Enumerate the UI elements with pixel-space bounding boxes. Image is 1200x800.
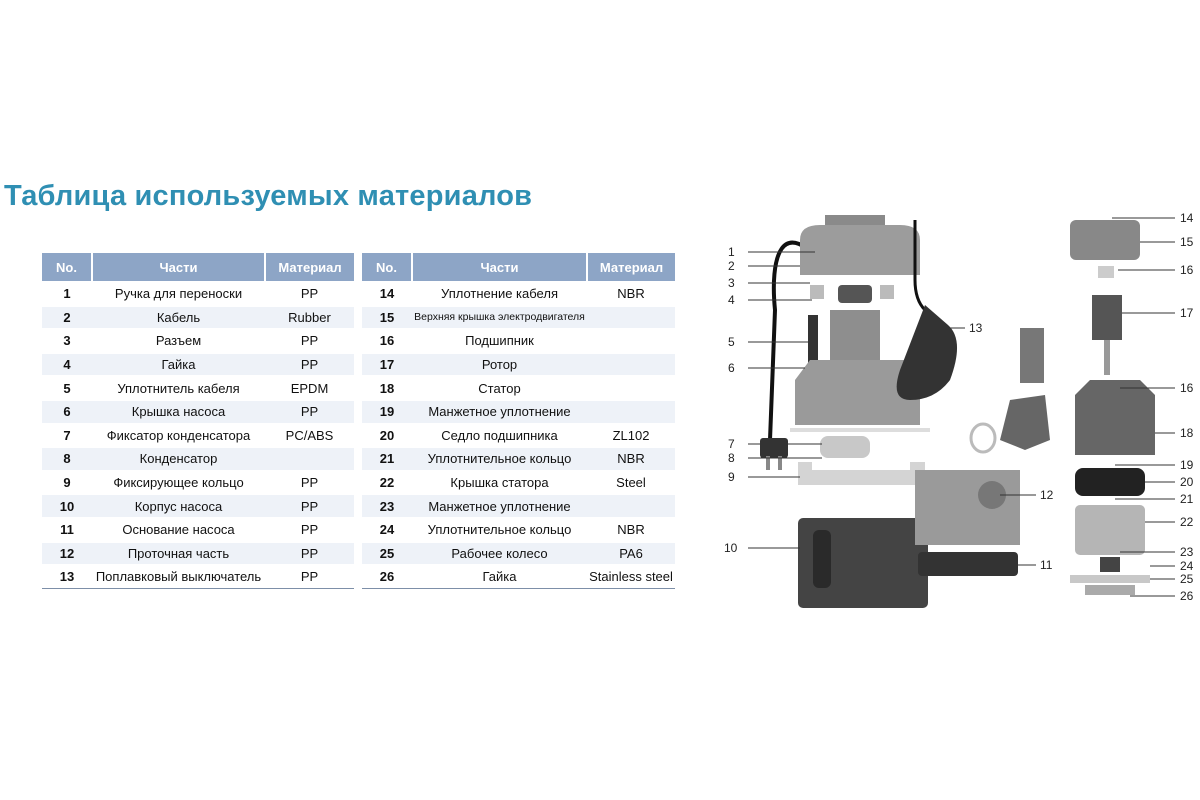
materials-table-left — [42, 253, 354, 589]
cell-material: PP — [265, 400, 354, 424]
cell-no: 15 — [362, 306, 412, 330]
table-row — [42, 494, 354, 518]
table-row — [42, 471, 354, 495]
cell-part: Крышка насоса — [92, 400, 265, 424]
table-row — [362, 542, 675, 566]
callout-25: 25 — [1180, 572, 1194, 586]
cell-material: Steel — [587, 471, 675, 495]
cell-no: 17 — [362, 353, 412, 377]
cell-part: Рабочее колесо — [412, 542, 587, 566]
cell-no: 1 — [42, 282, 92, 306]
cell-part: Уплотнительное кольцо — [412, 518, 587, 542]
cell-material: Rubber — [265, 306, 354, 330]
cell-no: 19 — [362, 400, 412, 424]
cell-part: Проточная часть — [92, 542, 265, 566]
table-row — [42, 400, 354, 424]
callout-26: 26 — [1180, 589, 1194, 603]
cell-material — [587, 494, 675, 518]
table-row — [362, 376, 675, 400]
cell-part: Основание насоса — [92, 518, 265, 542]
table-row — [42, 565, 354, 588]
table-header-row — [42, 253, 354, 282]
cell-part: Фиксирующее кольцо — [92, 471, 265, 495]
callout-12: 12 — [1040, 488, 1054, 502]
table-row — [362, 306, 675, 330]
callout-3: 3 — [728, 276, 735, 290]
table-row — [362, 424, 675, 448]
cell-material: PC/ABS — [265, 424, 354, 448]
callout-6: 6 — [728, 361, 735, 375]
cell-no: 25 — [362, 542, 412, 566]
callout-18: 18 — [1180, 426, 1194, 440]
table-row — [42, 518, 354, 542]
cell-no: 21 — [362, 447, 412, 471]
table-row — [42, 353, 354, 377]
header-material: Материал — [265, 253, 354, 282]
cell-part: Корпус насоса — [92, 494, 265, 518]
cell-no: 24 — [362, 518, 412, 542]
callout-19: 19 — [1180, 458, 1194, 472]
cell-no: 23 — [362, 494, 412, 518]
cell-part: Уплотнитель кабеля — [92, 376, 265, 400]
cell-part: Манжетное уплотнение — [412, 400, 587, 424]
callout-5: 5 — [728, 335, 735, 349]
cell-part: Верхняя крышка электродвигателя — [412, 306, 587, 330]
cell-part: Ротор — [412, 353, 587, 377]
table-row — [362, 494, 675, 518]
cell-no: 14 — [362, 282, 412, 306]
table-row — [42, 282, 354, 306]
cell-material: NBR — [587, 282, 675, 306]
cell-no: 12 — [42, 542, 92, 566]
table-row — [362, 400, 675, 424]
cell-material — [587, 376, 675, 400]
cell-material: PP — [265, 329, 354, 353]
callout-24: 24 — [1180, 559, 1194, 573]
table-row — [42, 424, 354, 448]
page-title: Таблица используемых материалов — [4, 180, 533, 212]
cell-material: EPDM — [265, 376, 354, 400]
cell-part: Конденсатор — [92, 447, 265, 471]
table-row — [362, 518, 675, 542]
callout-17: 17 — [1180, 306, 1194, 320]
cell-no: 5 — [42, 376, 92, 400]
callout-16a: 16 — [1180, 263, 1194, 277]
cell-part: Ручка для переноски — [92, 282, 265, 306]
callout-8: 8 — [728, 451, 735, 465]
cell-material: PP — [265, 565, 354, 588]
cell-no: 22 — [362, 471, 412, 495]
cell-material: PP — [265, 518, 354, 542]
discharge-elbow — [971, 328, 1050, 452]
callout-2: 2 — [728, 259, 735, 273]
cell-part: Статор — [412, 376, 587, 400]
callout-10: 10 — [724, 541, 738, 555]
cell-no: 2 — [42, 306, 92, 330]
cell-part: Крышка статора — [412, 471, 587, 495]
callout-20: 20 — [1180, 475, 1194, 489]
callout-23: 23 — [1180, 545, 1194, 559]
cell-part: Гайка — [92, 353, 265, 377]
cell-no: 8 — [42, 447, 92, 471]
table-row — [42, 329, 354, 353]
cell-no: 11 — [42, 518, 92, 542]
cell-material — [587, 400, 675, 424]
cell-no: 16 — [362, 329, 412, 353]
cell-material: PP — [265, 542, 354, 566]
cell-material: ZL102 — [587, 424, 675, 448]
table-row — [42, 376, 354, 400]
cell-no: 20 — [362, 424, 412, 448]
cell-material: PP — [265, 353, 354, 377]
pump-chamber — [915, 470, 1020, 576]
callout-7: 7 — [728, 437, 735, 451]
callout-21: 21 — [1180, 492, 1194, 506]
cell-material — [587, 306, 675, 330]
cell-material: PP — [265, 471, 354, 495]
cell-material: Stainless steel — [587, 565, 675, 588]
table-row — [42, 542, 354, 566]
cell-material — [587, 329, 675, 353]
table-row — [362, 282, 675, 306]
cell-part: Гайка — [412, 565, 587, 588]
callout-13: 13 — [969, 321, 983, 335]
cell-material: PP — [265, 282, 354, 306]
cell-no: 6 — [42, 400, 92, 424]
cell-part: Подшипник — [412, 329, 587, 353]
header-no: No. — [362, 253, 412, 282]
cell-part: Разъем — [92, 329, 265, 353]
cell-material: PA6 — [587, 542, 675, 566]
cell-no: 4 — [42, 353, 92, 377]
table-row — [362, 329, 675, 353]
cell-part: Манжетное уплотнение — [412, 494, 587, 518]
table-row — [42, 447, 354, 471]
callout-16b: 16 — [1180, 381, 1194, 395]
header-no: No. — [42, 253, 92, 282]
table-header-row — [362, 253, 675, 282]
cell-material — [265, 447, 354, 471]
table-row — [42, 306, 354, 330]
cell-material: NBR — [587, 518, 675, 542]
cell-no: 7 — [42, 424, 92, 448]
cell-material: PP — [265, 494, 354, 518]
callout-15: 15 — [1180, 235, 1194, 249]
cell-no: 10 — [42, 494, 92, 518]
callout-4: 4 — [728, 293, 735, 307]
callout-9: 9 — [728, 470, 735, 484]
cell-no: 18 — [362, 376, 412, 400]
exploded-pump-diagram — [720, 200, 1200, 620]
header-part: Части — [92, 253, 265, 282]
cell-part: Фиксатор конденсатора — [92, 424, 265, 448]
cell-material — [587, 353, 675, 377]
callout-1: 1 — [728, 245, 735, 259]
pump-left-assembly — [760, 215, 930, 608]
cell-part: Уплотнительное кольцо — [412, 447, 587, 471]
table-row — [362, 471, 675, 495]
cell-no: 3 — [42, 329, 92, 353]
materials-table-right — [362, 253, 675, 589]
callout-14: 14 — [1180, 211, 1194, 225]
cell-part: Поплавковый выключатель — [92, 565, 265, 588]
motor-assembly — [1070, 220, 1155, 595]
table-row — [362, 353, 675, 377]
table-row — [362, 447, 675, 471]
table-row — [362, 565, 675, 588]
header-material: Материал — [587, 253, 675, 282]
cell-part: Седло подшипника — [412, 424, 587, 448]
cell-no: 13 — [42, 565, 92, 588]
cell-no: 9 — [42, 471, 92, 495]
cell-part: Уплотнение кабеля — [412, 282, 587, 306]
callout-22: 22 — [1180, 515, 1194, 529]
cell-no: 26 — [362, 565, 412, 588]
cell-part: Кабель — [92, 306, 265, 330]
header-part: Части — [412, 253, 587, 282]
cell-material: NBR — [587, 447, 675, 471]
callout-11: 11 — [1040, 558, 1053, 572]
